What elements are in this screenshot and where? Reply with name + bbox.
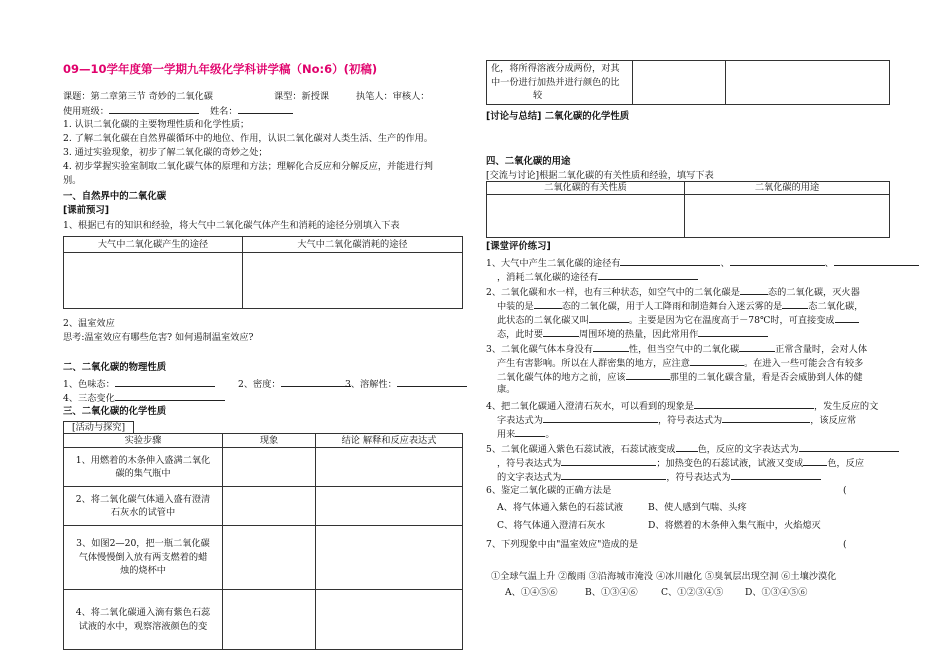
eval-q7: 7、下列现象中由"温室效应"造成的是 — [486, 539, 639, 550]
think-question: 思考:温室效应有哪些危害? 如何遏制温室效应? — [63, 332, 254, 343]
step-4-conclusion[interactable] — [316, 590, 463, 650]
sources-cell[interactable] — [64, 253, 243, 309]
q7-option-b: B、①③④⑥ — [585, 587, 638, 598]
objective-3: 3. 通过实验现象，初步了解二氧化碳的奇妙之处； — [63, 147, 268, 158]
lesson-type: 课型：新授课 — [274, 91, 330, 102]
step-4-continued-phenomenon[interactable] — [633, 61, 726, 105]
q7-items: ①全球气温上升 ②酸雨 ③沿海城市淹没 ④冰川融化 ⑤臭氧层出现空洞 ⑥土壤沙漠化 — [491, 571, 837, 582]
sinks-cell[interactable] — [243, 253, 463, 309]
eval-q4-line3: 用来 。 — [497, 429, 555, 440]
property-solubility: 3、溶解性： — [345, 378, 467, 389]
section4-heading: 四、二氧化碳的用途 — [486, 156, 571, 167]
section4-intro: [交流与讨论]根据二氧化碳的有关性质和经验，填写下表 — [486, 170, 714, 181]
uses-header: 二氧化碳的用途 — [685, 182, 890, 195]
eval-q3-line2: 产生有害影响。所以在人群密集的地方，应注意 。在进入一些可能会含有较多 — [497, 358, 864, 369]
evaluation-tag: [课堂评价练习] — [486, 241, 551, 252]
eval-q1a: 1、大气中产生二氧化碳的途径有 、 、 — [486, 257, 919, 268]
sources-header: 大气中二氧化碳产生的途径 — [64, 237, 243, 253]
lesson-topic: 课题：第二章第三节 奇妙的二氧化碳 — [63, 91, 213, 102]
lesson-staff: 执笔人：审核人： — [356, 91, 430, 102]
step-3-cell: 3、如图2—20，把一瓶二氧化碳 气体慢慢倒入放有两支燃着的蜡 烛的烧杯中 — [64, 526, 223, 590]
eval-q3-line1: 3、二氧化碳气体本身没有 性，但当空气中的二氧化碳 正常含量时，会对人体 — [486, 344, 868, 355]
step-2-cell: 2、将二氧化碳气体通入盛有澄清 石灰水的试管中 — [64, 487, 223, 526]
step-4-phenomenon[interactable] — [223, 590, 316, 650]
section1-q1: 1、根据已有的知识和经验，将大气中二氧化碳气体产生和消耗的途径分别填入下表 — [63, 220, 400, 231]
q7-option-c: C、①②③④⑤ — [661, 587, 724, 598]
q7-option-d: D、①③④⑤⑥ — [745, 587, 808, 598]
summary-tag: [讨论与总结] 二氧化碳的化学性质 — [486, 111, 630, 122]
header-steps: 实验步骤 — [64, 434, 223, 448]
name-label: 姓名： — [210, 105, 293, 116]
eval-q2-line4: 态，此时要 周围环境的热量，因此常用作 — [497, 328, 768, 339]
step-4-continued-conclusion[interactable] — [726, 61, 890, 105]
step-4-continued-cell: 化，将所得溶液分成两份，对其 中一份进行加热并进行颜色的比 较 — [487, 61, 633, 105]
eval-q2-line3: 此状态的二氧化碳又叫 。主要是因为它在温度高于－78℃时，可直接变成 — [497, 314, 859, 325]
page-title: 09—10学年度第一学期九年级化学科讲学稿（No:6）(初稿) — [63, 62, 378, 76]
step-1-phenomenon[interactable] — [223, 448, 316, 487]
eval-q5-line3: 的文字表达式为 ，符号表达式为 — [497, 471, 821, 482]
objective-1: 1. 认识二氧化碳的主要物理性质和化学性质； — [63, 119, 250, 130]
q7-answer-paren[interactable]: ( — [843, 539, 847, 550]
eval-q4-line1: 4、把二氧化碳通入澄清石灰水，可以看到的现象是 ，发生反应的文 — [486, 401, 879, 412]
q7-option-a: A、①④⑤⑥ — [505, 587, 558, 598]
eval-q1b: ，消耗二氧化碳的途径有 — [497, 271, 698, 282]
experiment-table — [63, 433, 463, 650]
step-4-cell: 4、将二氧化碳通入滴有紫色石蕊 试液的水中，观察溶液颜色的变 — [64, 590, 223, 650]
preview-tag: [课前预习] — [63, 205, 110, 216]
properties-header: 二氧化碳的有关性质 — [487, 182, 685, 195]
q6-option-b: B、使人感到气喘、头疼 — [648, 502, 747, 513]
section2-heading: 二、二氧化碳的物理性质 — [63, 362, 167, 373]
step-2-conclusion[interactable] — [316, 487, 463, 526]
co2-sources-table — [63, 236, 463, 309]
class-label: 使用班级： — [63, 105, 199, 116]
objective-4-cont: 别。 — [63, 175, 82, 186]
eval-q2-line1: 2、二氧化碳和水一样，也有三种状态，如空气中的二氧化碳是 态的二氧化碳，灭火器 — [486, 287, 860, 298]
property-density: 2、密度： — [238, 378, 351, 389]
eval-q3-line3: 二氧化碳气体的地方之前，应该 那里的二氧化碳含量，看是否会威胁到人体的健 — [497, 372, 863, 383]
q6-answer-paren[interactable]: ( — [843, 485, 847, 496]
sinks-header: 大气中二氧化碳消耗的途径 — [243, 237, 463, 253]
q6-option-c: C、将气体通入澄清石灰水 — [497, 520, 606, 531]
q6-option-d: D、将燃着的木条伸入集气瓶中，火焰熄灭 — [648, 520, 821, 531]
experiment-table-continued — [486, 60, 890, 105]
uses-table — [486, 181, 890, 238]
step-1-conclusion[interactable] — [316, 448, 463, 487]
section1-heading: 一、自然界中的二氧化碳 — [63, 191, 167, 202]
property-color: 1、色味态： — [63, 378, 215, 389]
properties-cell[interactable] — [487, 195, 685, 238]
step-3-conclusion[interactable] — [316, 526, 463, 590]
eval-q5-line2: ，符号表达式为 ；加热变色的石蕊试液，试液又变成 色，反应 — [497, 458, 865, 469]
eval-q3-line4: 康。 — [497, 384, 516, 395]
section1-q2: 2、温室效应 — [63, 318, 115, 329]
section3-heading: 三、二氧化碳的化学性质 — [63, 406, 167, 417]
eval-q4-line2: 字表达式为 ，符号表达式为 ，该反应常 — [497, 415, 857, 426]
activity-tag: [活动与探究] — [63, 421, 134, 434]
objective-4: 4. 初步掌握实验室制取二氧化碳气体的原理和方法；理解化合反应和分解反应，并能进行判 — [63, 161, 433, 172]
eval-q2-line2: 中装的是 态的二氧化碳，用于人工降雨和制造舞台入迷云雾的是 态二氧化碳， — [497, 301, 864, 312]
step-3-phenomenon[interactable] — [223, 526, 316, 590]
header-phenomenon: 现象 — [223, 434, 316, 448]
objective-2: 2. 了解二氧化碳在自然界碳循环中的地位、作用，认识二氧化碳对人类生活、生产的作用。 — [63, 133, 433, 144]
eval-q5-line1: 5、二氧化碳通入紫色石蕊试液，石蕊试液变成 色，反应的文字表达式为 — [486, 443, 899, 454]
header-conclusion: 结论 解释和反应表达式 — [316, 434, 463, 448]
eval-q6: 6、鉴定二氧化碳的正确方法是 — [486, 485, 612, 496]
step-1-cell: 1、用燃着的木条伸入盛满二氧化 碳的集气瓶中 — [64, 448, 223, 487]
uses-cell[interactable] — [685, 195, 890, 238]
q6-option-a: A、将气体通入紫色的石蕊试液 — [497, 502, 624, 513]
step-2-phenomenon[interactable] — [223, 487, 316, 526]
property-states: 4、三态变化 — [63, 392, 225, 403]
